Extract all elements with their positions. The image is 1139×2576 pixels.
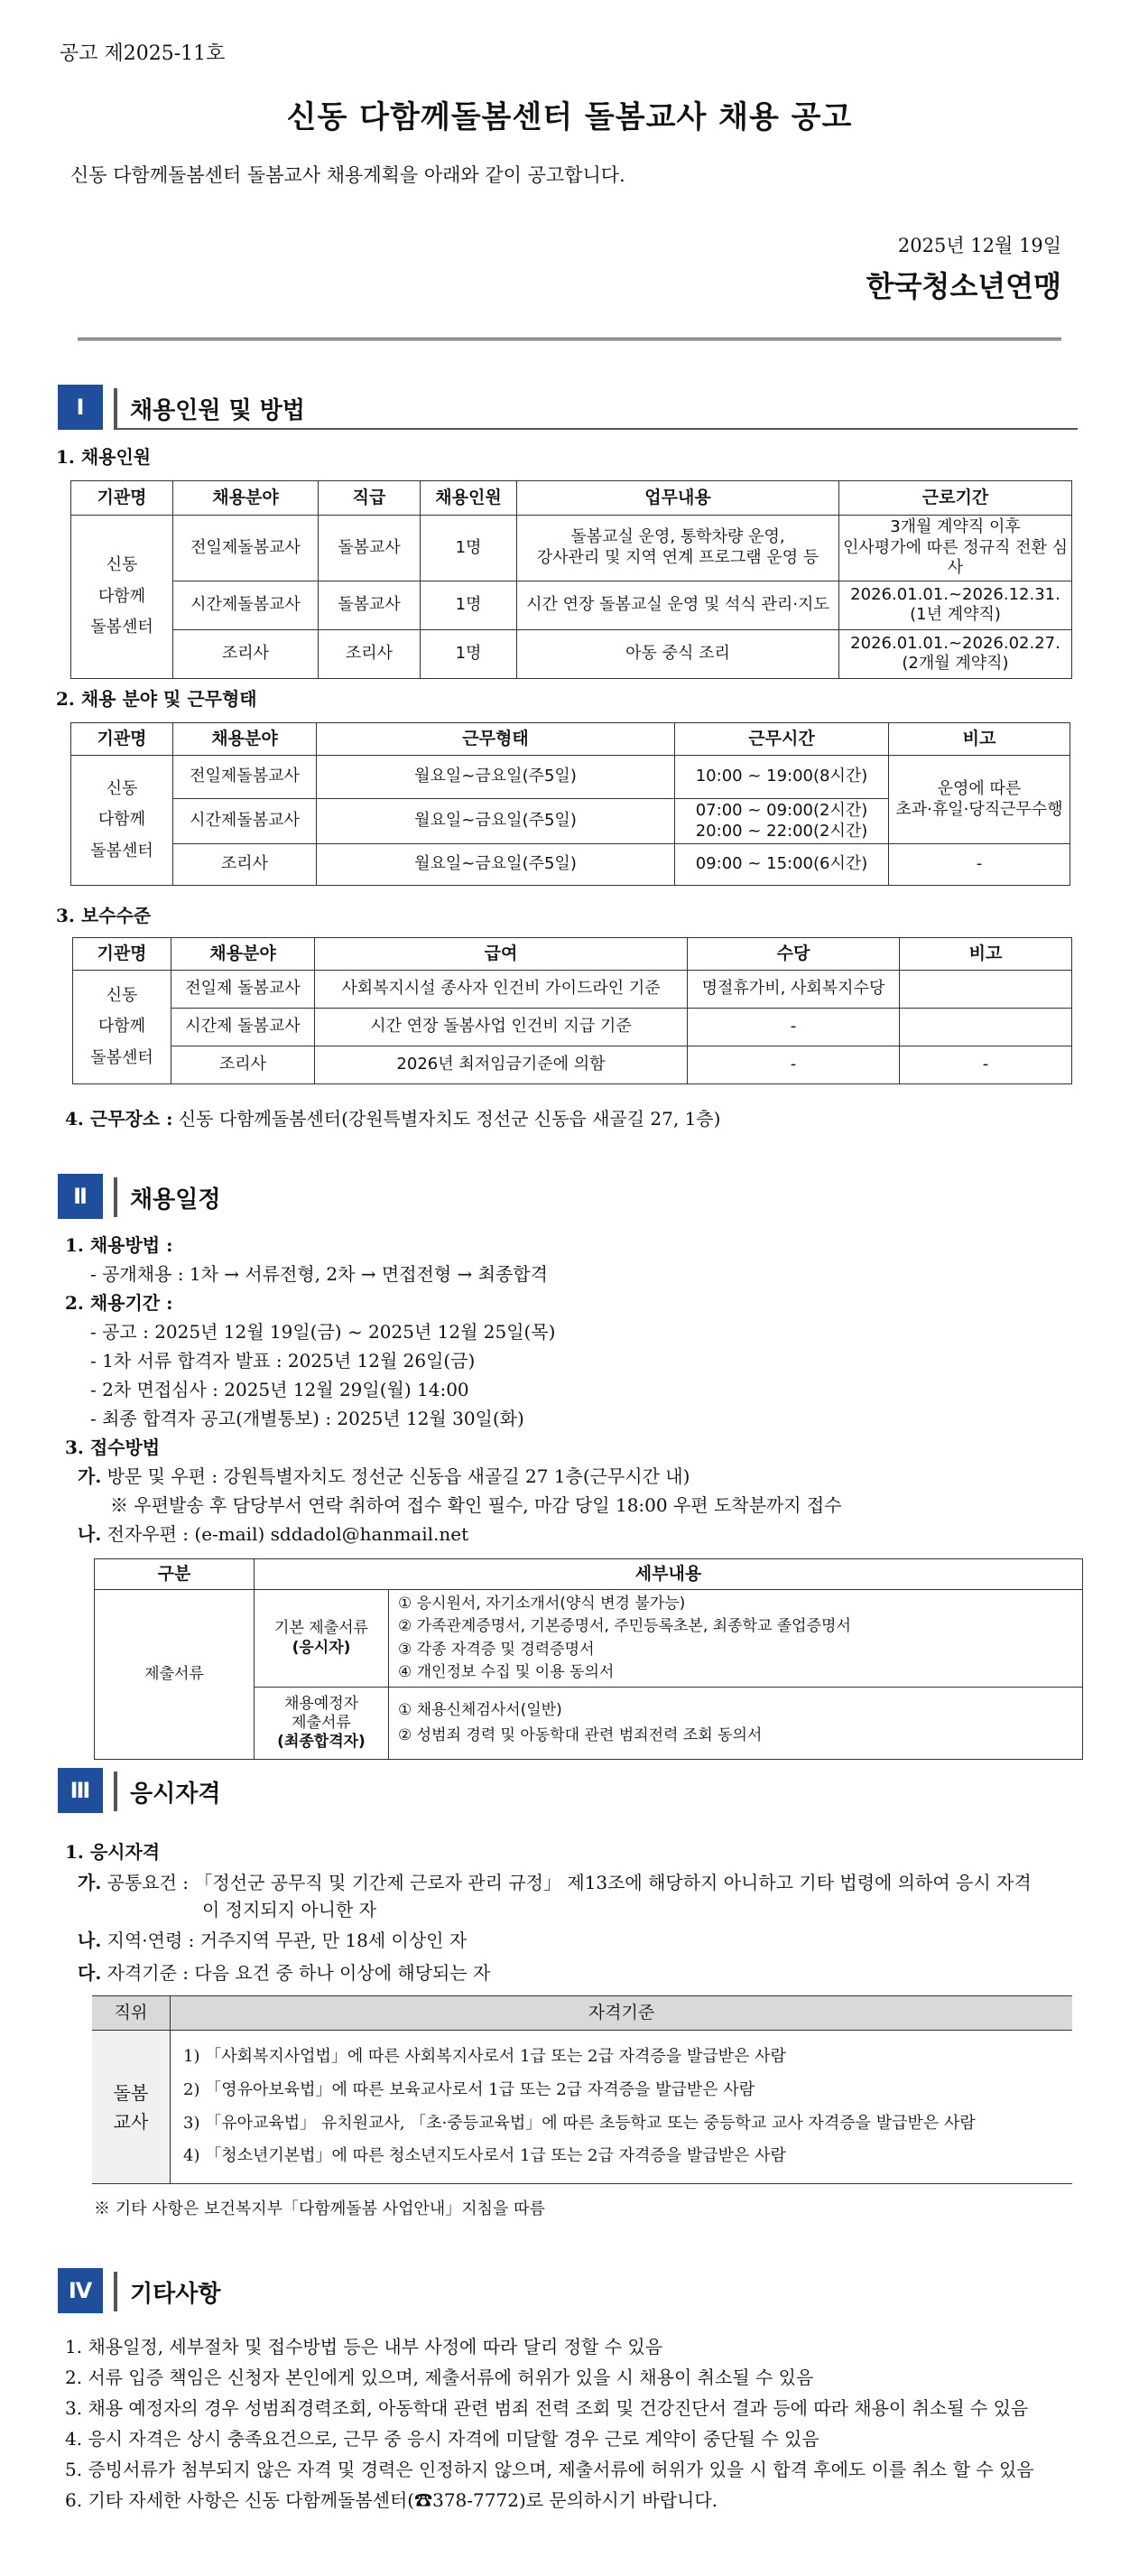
field-cell: 조리사 bbox=[171, 1046, 315, 1084]
table-row bbox=[95, 1590, 1083, 1688]
position-line: 교사 bbox=[113, 2110, 149, 2133]
section-title: 기타사항 bbox=[130, 2281, 221, 2308]
label-line: 채용예정자 bbox=[283, 1694, 359, 1713]
document-item: ② 성범죄 경력 및 아동학대 관련 범죄전력 조회 동의서 bbox=[398, 1725, 763, 1744]
org-cell bbox=[71, 756, 173, 886]
method-text: - 공개채용 : 1차 → 서류전형, 2차 → 면접전형 → 최종합격 bbox=[90, 1263, 548, 1285]
eligibility-heading: 1. 응시자격 bbox=[65, 1841, 161, 1863]
item-label: 가. bbox=[78, 1465, 102, 1487]
time-cell: 10:00 ~ 19:00(8시간) bbox=[675, 756, 889, 799]
eligibility-common bbox=[78, 1871, 1079, 1894]
period-line: 인사평가에 따른 정규직 전환 심사 bbox=[843, 537, 1068, 577]
table-header: 직급 bbox=[319, 481, 421, 516]
other-item: 6. 기타 자세한 사항은 신동 다함께돌봄센터(☎378-7772)로 문의하시기 바랍니다. bbox=[65, 2489, 718, 2511]
allowance-cell: - bbox=[688, 1009, 900, 1046]
notice-date: 2025년 12월 19일 bbox=[897, 235, 1061, 256]
section-bar bbox=[114, 1772, 117, 1811]
duty-line: 강사관리 및 지역 연계 프로그램 운영 등 bbox=[536, 547, 820, 567]
document-item: ④ 개인정보 수집 및 이용 동의서 bbox=[398, 1663, 615, 1681]
table-header: 근로기간 bbox=[839, 481, 1072, 516]
section-title: 응시자격 bbox=[130, 1781, 221, 1808]
note-cell: - bbox=[900, 1046, 1072, 1084]
time-cell bbox=[675, 799, 889, 844]
section-title: 채용인원 및 방법 bbox=[130, 397, 305, 424]
org-line: 신동 bbox=[106, 779, 138, 799]
duty-cell: 시간 연장 돌봄교실 운영 및 석식 관리·지도 bbox=[517, 581, 839, 629]
period-line: 3개월 계약직 이후 bbox=[890, 517, 1021, 536]
table-header: 구분 bbox=[95, 1559, 255, 1590]
qualification-note: ※ 기타 사항은 보건복지부「다함께돌봄 사업안내」지침을 따름 bbox=[94, 2199, 545, 2218]
work-location-label: 4. 근무장소 : bbox=[65, 1108, 173, 1130]
intro-text: 신동 다함께돌봄센터 돌봄교사 채용계획을 아래와 같이 공고합니다. bbox=[70, 164, 625, 186]
section-header-3 bbox=[58, 1768, 1078, 1813]
subheading-work-type: 2. 채용 분야 및 근무형태 bbox=[56, 688, 257, 710]
category-cell: 제출서류 bbox=[95, 1590, 255, 1760]
table-row bbox=[92, 2031, 1072, 2184]
note-line: 초과·휴일·당직근무수행 bbox=[895, 799, 1063, 819]
duty-cell bbox=[517, 516, 839, 581]
period-line: (1년 계약직) bbox=[910, 605, 1001, 624]
form-cell: 월요일~금요일(주5일) bbox=[317, 799, 675, 844]
submission-visit bbox=[78, 1465, 690, 1488]
work-location bbox=[65, 1107, 720, 1130]
criteria-item: 3) 「유아교육법」 유치원교사, 「초·중등교육법」에 따른 초등학교 또는 중등학교 교사 자격증을 발급받은 사람 bbox=[183, 2113, 976, 2133]
duty-line: 돌봄교실 운영, 통학차량 운영, bbox=[570, 527, 785, 547]
table-header: 근무시간 bbox=[675, 723, 889, 756]
period-line: - 공고 : 2025년 12월 19일(금) ~ 2025년 12월 25일(목) bbox=[90, 1321, 556, 1343]
criteria-item: 1) 「사회복지사업법」에 따른 사회복지사로서 1급 또는 2급 자격증을 발급받은 사람 bbox=[183, 2046, 786, 2066]
table-header: 수당 bbox=[688, 938, 900, 971]
extra-items-cell bbox=[389, 1688, 1083, 1760]
basic-label-cell bbox=[255, 1590, 389, 1688]
org-cell bbox=[73, 971, 171, 1084]
section-title: 채용일정 bbox=[130, 1186, 221, 1214]
note-cell: - bbox=[889, 844, 1070, 886]
documents-table bbox=[94, 1558, 1083, 1760]
note-line: 운영에 따른 bbox=[937, 779, 1022, 798]
criteria-item: 4) 「청소년기본법」에 따른 청소년지도사로서 1급 또는 2급 자격증을 발급받은 사람 bbox=[183, 2146, 786, 2166]
table-row bbox=[73, 971, 1072, 1009]
submission-note: ※ 우편발송 후 담당부서 연락 취하여 접수 확인 필수, 마감 당일 18:00 우편 도착분까지 접수 bbox=[110, 1494, 842, 1516]
org-line: 다함께 bbox=[97, 810, 146, 830]
qualification-table bbox=[92, 1995, 1072, 2184]
allowance-cell: - bbox=[688, 1046, 900, 1084]
criteria-item: 2) 「영유아보육법」에 따른 보육교사로서 1급 또는 2급 자격증을 발급받은 사람 bbox=[183, 2079, 755, 2099]
field-cell: 시간제돌봄교사 bbox=[173, 581, 319, 629]
item-text: 전자우편 : (e-mail) sddadol@hanmail.net bbox=[106, 1523, 469, 1545]
other-item: 3. 채용 예정자의 경우 성범죄경력조회, 아동학대 관련 범죄 전력 조회 및 건강진단서 결과 등에 따라 채용이 취소될 수 있음 bbox=[65, 2397, 1029, 2419]
count-cell: 1명 bbox=[421, 629, 517, 678]
table-header: 채용분야 bbox=[171, 938, 315, 971]
separator-line bbox=[78, 338, 1061, 343]
org-line: 다함께 bbox=[97, 1017, 146, 1037]
period-cell bbox=[839, 581, 1072, 629]
work-type-table bbox=[70, 722, 1070, 886]
period-cell bbox=[839, 629, 1072, 678]
time-line: 20:00 ~ 22:00(2시간) bbox=[695, 821, 868, 841]
other-item: 2. 서류 입증 책임은 신청자 본인에게 있으며, 제출서류에 허위가 있을 시 채용이 취소될 수 있음 bbox=[65, 2367, 814, 2388]
period-heading: 2. 채용기간 : bbox=[65, 1292, 173, 1314]
org-line: 다함께 bbox=[97, 586, 146, 606]
table-header: 비고 bbox=[900, 938, 1072, 971]
other-item: 4. 응시 자격은 상시 충족요건으로, 근무 중 응시 자격에 미달할 경우 근로 계약이 중단될 수 있음 bbox=[65, 2428, 820, 2450]
table-header: 채용인원 bbox=[421, 481, 517, 516]
table-row bbox=[71, 844, 1070, 886]
section-number: Ⅲ bbox=[58, 1768, 103, 1813]
table-header: 근무형태 bbox=[317, 723, 675, 756]
subheading-recruitment-count: 1. 채용인원 bbox=[56, 446, 152, 468]
section-number: Ⅰ bbox=[58, 385, 103, 430]
basic-items-cell bbox=[389, 1590, 1083, 1688]
position-line: 돌봄 bbox=[113, 2081, 149, 2104]
submission-heading: 3. 접수방법 bbox=[65, 1437, 161, 1458]
allowance-cell: 명절휴가비, 사회복지수당 bbox=[688, 971, 900, 1009]
period-line: - 2차 면접심사 : 2025년 12월 29일(월) 14:00 bbox=[90, 1379, 469, 1400]
document-item: ① 채용신체검사서(일반) bbox=[398, 1701, 562, 1720]
org-line: 신동 bbox=[106, 986, 138, 1006]
page-title: 신동 다함께돌봄센터 돌봄교사 채용 공고 bbox=[286, 99, 853, 135]
eligibility-common-cont: 이 정지되지 아니한 자 bbox=[202, 1899, 376, 1920]
field-cell: 조리사 bbox=[173, 629, 319, 678]
section-bar bbox=[114, 2272, 117, 2311]
pay-cell: 사회복지시설 종사자 인건비 가이드라인 기준 bbox=[315, 971, 688, 1009]
subheading-salary: 3. 보수수준 bbox=[56, 905, 152, 926]
note-cell bbox=[900, 971, 1072, 1009]
item-text: 공통요건 : 「정선군 공무직 및 기간제 근로자 관리 규정」 제13조에 해당하지 아니하고 기타 법령에 의하여 응시 자격 bbox=[106, 1872, 1032, 1893]
field-cell: 조리사 bbox=[173, 844, 317, 886]
duty-cell: 아동 중식 조리 bbox=[517, 629, 839, 678]
field-cell: 시간제돌봄교사 bbox=[173, 799, 317, 844]
table-row bbox=[73, 1009, 1072, 1046]
period-line: - 최종 합격자 공고(개별통보) : 2025년 12월 30일(화) bbox=[90, 1408, 524, 1429]
period-line: (2개월 계약직) bbox=[902, 654, 1009, 673]
notice-number: 공고 제2025-11호 bbox=[60, 42, 226, 65]
time-line: 07:00 ~ 09:00(2시간) bbox=[695, 801, 868, 820]
table-header: 업무내용 bbox=[517, 481, 839, 516]
time-cell: 09:00 ~ 15:00(6시간) bbox=[675, 844, 889, 886]
pay-cell: 2026년 최저임금기준에 의함 bbox=[315, 1046, 688, 1084]
item-label: 나. bbox=[78, 1523, 102, 1545]
field-cell: 전일제돌봄교사 bbox=[173, 516, 319, 581]
rank-cell: 조리사 bbox=[319, 629, 421, 678]
table-row bbox=[73, 1046, 1072, 1084]
period-line: 2026.01.01.~2026.02.27. bbox=[850, 633, 1060, 653]
other-item: 1. 채용일정, 세부절차 및 접수방법 등은 내부 사정에 따라 달리 정할 수 있음 bbox=[65, 2336, 663, 2357]
label-line: (최종합격자) bbox=[277, 1733, 366, 1752]
document-item: ② 가족관계증명서, 기본증명서, 주민등록초본, 최종학교 졸업증명서 bbox=[398, 1617, 851, 1635]
criteria-cell bbox=[171, 2031, 1073, 2184]
extra-label-cell bbox=[255, 1688, 389, 1760]
section-header-1 bbox=[58, 385, 1078, 430]
org-line: 돌봄센터 bbox=[90, 1047, 153, 1067]
period-line: 2026.01.01.~2026.12.31. bbox=[850, 584, 1060, 604]
label-line: (응시자) bbox=[292, 1638, 351, 1657]
item-text: 자격기준 : 다음 요건 중 하나 이상에 해당되는 자 bbox=[106, 1962, 491, 1984]
table-header: 기관명 bbox=[71, 481, 173, 516]
rank-cell: 돌봄교사 bbox=[319, 581, 421, 629]
submission-email bbox=[78, 1522, 468, 1546]
count-cell: 1명 bbox=[421, 516, 517, 581]
table-header: 자격기준 bbox=[171, 1996, 1073, 2031]
field-cell: 전일제 돌봄교사 bbox=[171, 971, 315, 1009]
document-item: ① 응시원서, 자기소개서(양식 변경 불가능) bbox=[398, 1594, 686, 1613]
note-cell bbox=[889, 756, 1070, 844]
table-header: 채용분야 bbox=[173, 723, 317, 756]
label-line: 제출서류 bbox=[292, 1713, 351, 1732]
note-cell bbox=[900, 1009, 1072, 1046]
org-line: 신동 bbox=[106, 555, 138, 575]
section-number: Ⅱ bbox=[58, 1174, 103, 1219]
table-header: 기관명 bbox=[71, 723, 173, 756]
section-header-4 bbox=[58, 2268, 1078, 2313]
section-underline bbox=[114, 428, 1078, 430]
section-number: Ⅳ bbox=[58, 2268, 103, 2313]
work-location-text: 신동 다함께돌봄센터(강원특별자치도 정선군 신동읍 새골길 27, 1층) bbox=[178, 1108, 721, 1130]
org-line: 돌봄센터 bbox=[90, 617, 153, 637]
table-header: 직위 bbox=[92, 1996, 171, 2031]
section-bar bbox=[114, 1177, 117, 1217]
field-cell: 시간제 돌봄교사 bbox=[171, 1009, 315, 1046]
table-header: 채용분야 bbox=[173, 481, 319, 516]
salary-table bbox=[72, 937, 1072, 1084]
item-label: 다. bbox=[78, 1962, 102, 1984]
document-item: ③ 각종 자격증 및 경력증명서 bbox=[398, 1640, 595, 1659]
table-row bbox=[71, 581, 1072, 629]
section-header-2 bbox=[58, 1174, 1078, 1219]
item-label: 가. bbox=[78, 1872, 102, 1893]
section-bar bbox=[114, 388, 117, 428]
table-header: 비고 bbox=[889, 723, 1070, 756]
count-cell: 1명 bbox=[421, 581, 517, 629]
label-line: 기본 제출서류 bbox=[274, 1619, 368, 1638]
item-text: 지역·연령 : 거주지역 무관, 만 18세 이상인 자 bbox=[106, 1930, 468, 1951]
period-cell bbox=[839, 516, 1072, 581]
form-cell: 월요일~금요일(주5일) bbox=[317, 844, 675, 886]
other-item: 5. 증빙서류가 첨부되지 않은 자격 및 경력은 인정하지 않으며, 제출서류에 허위가 있을 시 합격 후에도 이를 취소 할 수 있음 bbox=[65, 2459, 1034, 2480]
form-cell: 월요일~금요일(주5일) bbox=[317, 756, 675, 799]
recruitment-table bbox=[70, 480, 1072, 679]
item-label: 나. bbox=[78, 1930, 102, 1951]
field-cell: 전일제돌봄교사 bbox=[173, 756, 317, 799]
table-row bbox=[71, 756, 1070, 799]
pay-cell: 시간 연장 돌봄사업 인건비 지급 기준 bbox=[315, 1009, 688, 1046]
table-row bbox=[71, 516, 1072, 581]
position-cell bbox=[92, 2031, 171, 2184]
table-header: 세부내용 bbox=[255, 1559, 1083, 1590]
table-header: 기관명 bbox=[73, 938, 171, 971]
org-line: 돌봄센터 bbox=[90, 841, 153, 860]
method-heading: 1. 채용방법 : bbox=[65, 1234, 173, 1256]
item-text: 방문 및 우편 : 강원특별자치도 정선군 신동읍 새골길 27 1층(근무시간 내) bbox=[106, 1465, 690, 1487]
period-line: - 1차 서류 합격자 발표 : 2025년 12월 26일(금) bbox=[90, 1350, 476, 1372]
rank-cell: 돌봄교사 bbox=[319, 516, 421, 581]
table-header: 급여 bbox=[315, 938, 688, 971]
org-cell bbox=[71, 516, 173, 679]
table-row bbox=[71, 629, 1072, 678]
organization-name: 한국청소년연맹 bbox=[866, 269, 1061, 303]
eligibility-criteria bbox=[78, 1961, 490, 1985]
eligibility-region bbox=[78, 1929, 467, 1952]
